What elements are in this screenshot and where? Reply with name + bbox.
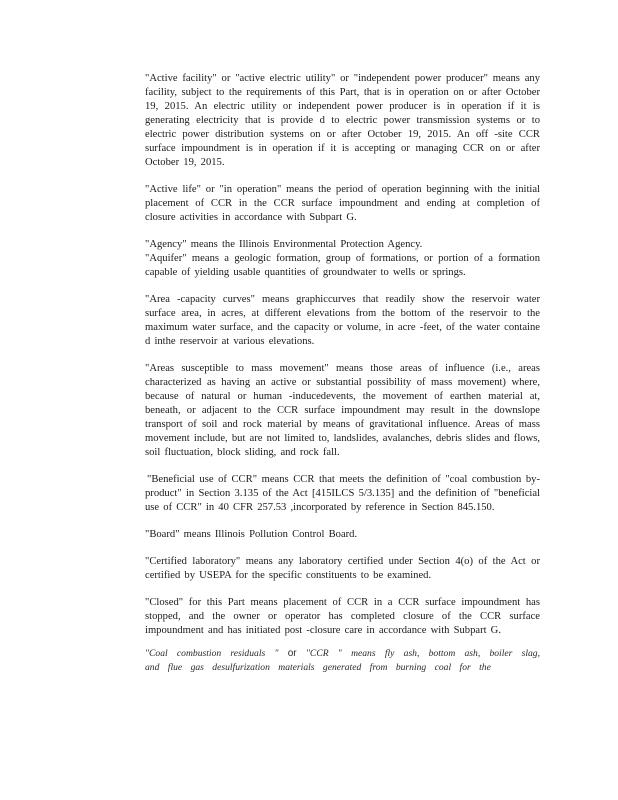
definition-areas-susceptible-to-mass-movement: "Areas susceptible to mass movement" means those areas of influence (i.e., areas characterized as having an active or substantial possibility of mass movement) where, because of natural or human -inducedevents, the movement of earthen material at, beneath, or adjacent to the CCR surface impoundment may result in the downslope transport of soil and rock material by means of gravitational influence. Areas of mass movement include, but are not limited to, landslides, avalanches, debris slides and flows, soil fluctuation, block sliding, and rock fall. — [145, 363, 540, 458]
ccr-definition-part-1: "Coal combustion residuals " — [145, 648, 279, 659]
definition-closed: "Closed" for this Part means placement of CCR in a CCR surface impoundment has stopped, and the owner or operator has completed closure of the CCR surface impoundment and has initiated post -closure care in accordance with Subpart G. — [145, 597, 540, 636]
definition-beneficial-use-of-ccr: "Beneficial use of CCR" means CCR that meets the definition of "coal combustion by-product" in Section 3.135 of the Act [415ILCS 5/3.135] and the definition of "beneficial use of CCR" in 40 CFR 257.53 ,incorporated by reference in Section 845.150. — [145, 474, 540, 513]
definition-coal-combustion-residuals — [145, 647, 540, 675]
definition-aquifer: "Aquifer" means a geologic formation, group of formations, or portion of a formation capable of yielding usable quantities of groundwater to wells or springs. — [145, 253, 540, 278]
definition-area-capacity-curves: "Area -capacity curves" means graphiccurves that readily show the reservoir water surface area, in acres, at different elevations from the bottom of the reservoir to the maximum water surface, and the capacity or volume, in acre -feet, of the water containe d inthe reservoir at various elevations. — [145, 294, 540, 347]
definition-board: "Board" means Illinois Pollution Control Board. — [145, 529, 358, 540]
ccr-definition-part-2: "CCR " means fly ash, bottom ash, boiler slag, and flue gas desulfurization materials generated from burning coal for the — [145, 648, 540, 673]
ccr-definition-or: or — [287, 648, 297, 659]
definition-agency: "Agency" means the Illinois Environmental Protection Agency. — [145, 239, 423, 250]
definition-certified-laboratory: "Certified laboratory" means any laboratory certified under Section 4(o) of the Act or certified by USEPA for the specific constituents to be examined. — [145, 556, 540, 581]
document-body — [145, 72, 540, 688]
definition-active-facility: "Active facility" or "active electric utility" or "independent power producer" means any facility, subject to the requirements of this Part, that is in operation on or after October 19, 2015. An electric utility or independent power producer is in operation if it is generating electricity that is provide d to electric power transmission systems or to electric power distribution systems on or after October 19, 2015. An off -site CCR surface impoundment is in operation if it is accepting or managing CCR on or after October 19, 2015. — [145, 73, 540, 168]
definition-active-life: "Active life" or "in operation" means the period of operation beginning with the initial placement of CCR in the CCR surface impoundment and ending at completion of closure activities in accordance with Subpart G. — [145, 184, 540, 223]
